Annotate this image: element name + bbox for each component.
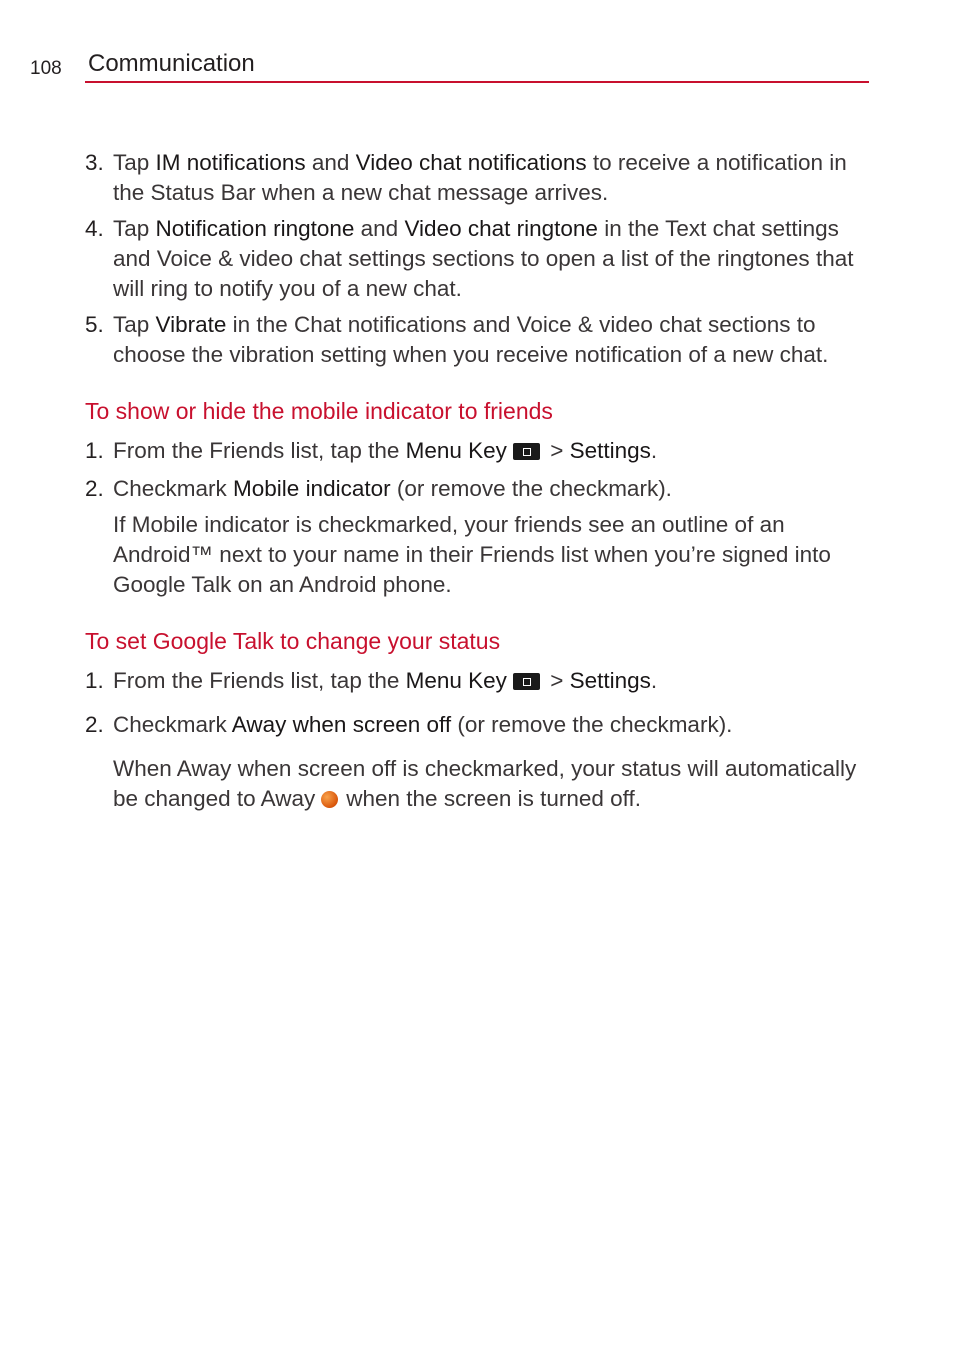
step-text: From the Friends list, tap the (113, 668, 406, 693)
ui-term: Video chat notifications (355, 150, 587, 175)
away-status-icon (321, 791, 338, 808)
ui-term: Menu Key (405, 668, 507, 693)
step-text: in the Text chat settings and Voice & video chat settings sections to open a list of the ringtones that will ring to notify you of a new chat. (113, 216, 854, 301)
step-text: . (650, 438, 658, 463)
step-text: (or remove the checkmark). (390, 476, 672, 501)
step-text: to receive a notification in the Status Bar when a new chat message arrives. (113, 150, 847, 205)
step-text: Tap (113, 150, 156, 175)
step-text: Tap (113, 312, 156, 337)
page-number: 108 (30, 58, 62, 79)
step-item (85, 474, 875, 504)
note-paragraph (85, 754, 875, 814)
step-text: in the Chat notifications and Voice & video chat sections to choose the vibration setting when you receive notification of a new chat. (113, 312, 829, 367)
ui-term: Menu Key (405, 438, 507, 463)
step-number: 2. (85, 712, 104, 737)
step-text: Checkmark (113, 476, 234, 501)
step-number: 5. (85, 312, 104, 337)
step-item (85, 666, 875, 696)
subsection-heading: To show or hide the mobile indicator to friends (85, 398, 553, 424)
ui-term: Video chat ringtone (404, 216, 598, 241)
ui-term: IM notifications (155, 150, 306, 175)
step-text: . (650, 668, 658, 693)
step-text: and (354, 216, 405, 241)
step-item (85, 148, 875, 208)
step-text: Tap (113, 216, 156, 241)
note-paragraph: If Mobile indicator is checkmarked, your friends see an outline of an Android™ next to your name in their Friends list when you’re signed into Google Talk on an Android phone. (113, 512, 831, 597)
page-header (0, 0, 954, 90)
ui-term: Notification ringtone (155, 216, 355, 241)
ui-term: Settings (569, 438, 651, 463)
step-number: 1. (85, 668, 104, 693)
step-number: 2. (85, 476, 104, 501)
ui-term: Vibrate (155, 312, 227, 337)
menu-key-icon (513, 443, 540, 460)
step-item (85, 214, 875, 304)
step-text: > (543, 438, 570, 463)
step-text: > (543, 668, 570, 693)
step-number: 4. (85, 216, 104, 241)
ui-term: Settings (569, 668, 651, 693)
step-text: and (305, 150, 356, 175)
ui-term: Mobile indicator (233, 476, 391, 501)
step-number: 3. (85, 150, 104, 175)
ui-term: Away when screen off (231, 712, 452, 737)
step-item (85, 436, 875, 466)
step-text: Checkmark (113, 712, 232, 737)
note-text: When Away when screen off is checkmarked, your status will automatically be changed to Away (113, 756, 857, 811)
step-number: 1. (85, 438, 104, 463)
step-item (85, 710, 875, 740)
step-text: From the Friends list, tap the (113, 438, 406, 463)
note-text: when the screen is turned off. (346, 786, 642, 811)
subsection-heading: To set Google Talk to change your status (85, 628, 501, 654)
section-title: Communication (88, 50, 255, 77)
page-content (85, 148, 875, 814)
header-rule (85, 81, 869, 83)
step-item (85, 310, 875, 370)
step-text: (or remove the checkmark). (451, 712, 733, 737)
menu-key-icon (513, 673, 540, 690)
